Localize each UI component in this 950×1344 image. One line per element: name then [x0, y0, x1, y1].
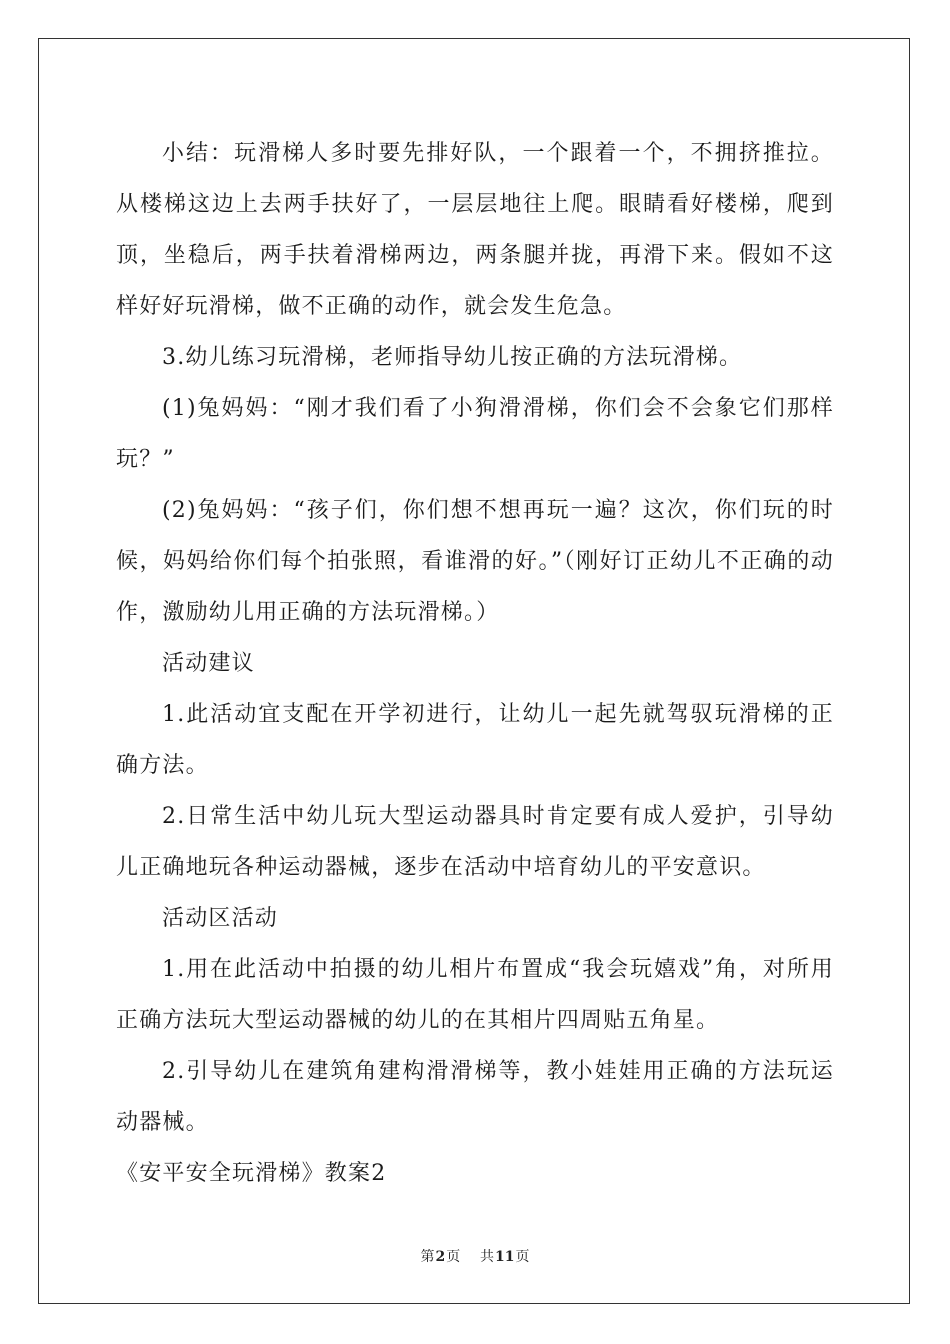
footer-page-suffix: 页	[446, 1249, 461, 1265]
area-1-paragraph: 1.用在此活动中拍摄的幼儿相片布置成“我会玩嬉戏”角，对所用正确方法玩大型运动器械的幼儿的在其相片四周贴五角星。	[116, 957, 834, 1033]
footer-page-number: 2	[435, 1249, 446, 1265]
suggestion-1-paragraph: 1.此活动宜支配在开学初进行，让幼儿一起先就驾驭玩滑梯的正确方法。	[116, 702, 834, 778]
footer-total-prefix: 共	[480, 1249, 495, 1265]
document-body	[116, 128, 834, 1199]
summary-paragraph: 小结：玩滑梯人多时要先排好队，一个跟着一个，不拥挤推拉。从楼梯这边上去两手扶好了，一层层地往上爬。眼睛看好楼梯，爬到顶，坐稳后，两手扶着滑梯两边，两条腿并拢，再滑下来。假如不这样好好玩滑梯，做不正确的动作，就会发生危急。	[116, 141, 834, 319]
footer-page-prefix: 第	[420, 1249, 435, 1265]
step-3-2-paragraph: (2)兔妈妈：“孩子们，你们想不想再玩一遍？这次，你们玩的时候，妈妈给你们每个拍张照，看谁滑的好。”（刚好订正幼儿不正确的动作，激励幼儿用正确的方法玩滑梯。）	[116, 498, 834, 625]
area-2-paragraph: 2.引导幼儿在建筑角建构滑滑梯等，教小娃娃用正确的方法玩运动器械。	[116, 1059, 834, 1135]
step-3-1-paragraph: (1)兔妈妈：“刚才我们看了小狗滑滑梯，你们会不会象它们那样玩？”	[116, 396, 834, 472]
next-section-title: 《安平安全玩滑梯》教案2	[116, 1161, 387, 1186]
suggestion-2-paragraph: 2.日常生活中幼儿玩大型运动器具时肯定要有成人爱护，引导幼儿正确地玩各种运动器械，逐步在活动中培育幼儿的平安意识。	[116, 804, 834, 880]
heading-activity-area: 活动区活动	[162, 906, 279, 931]
footer-total-suffix: 页	[515, 1249, 530, 1265]
footer-total-pages: 11	[495, 1249, 515, 1265]
heading-suggestions: 活动建议	[162, 651, 255, 676]
step-3-paragraph: 3.幼儿练习玩滑梯，老师指导幼儿按正确的方法玩滑梯。	[162, 345, 743, 370]
page-footer	[0, 1246, 950, 1266]
